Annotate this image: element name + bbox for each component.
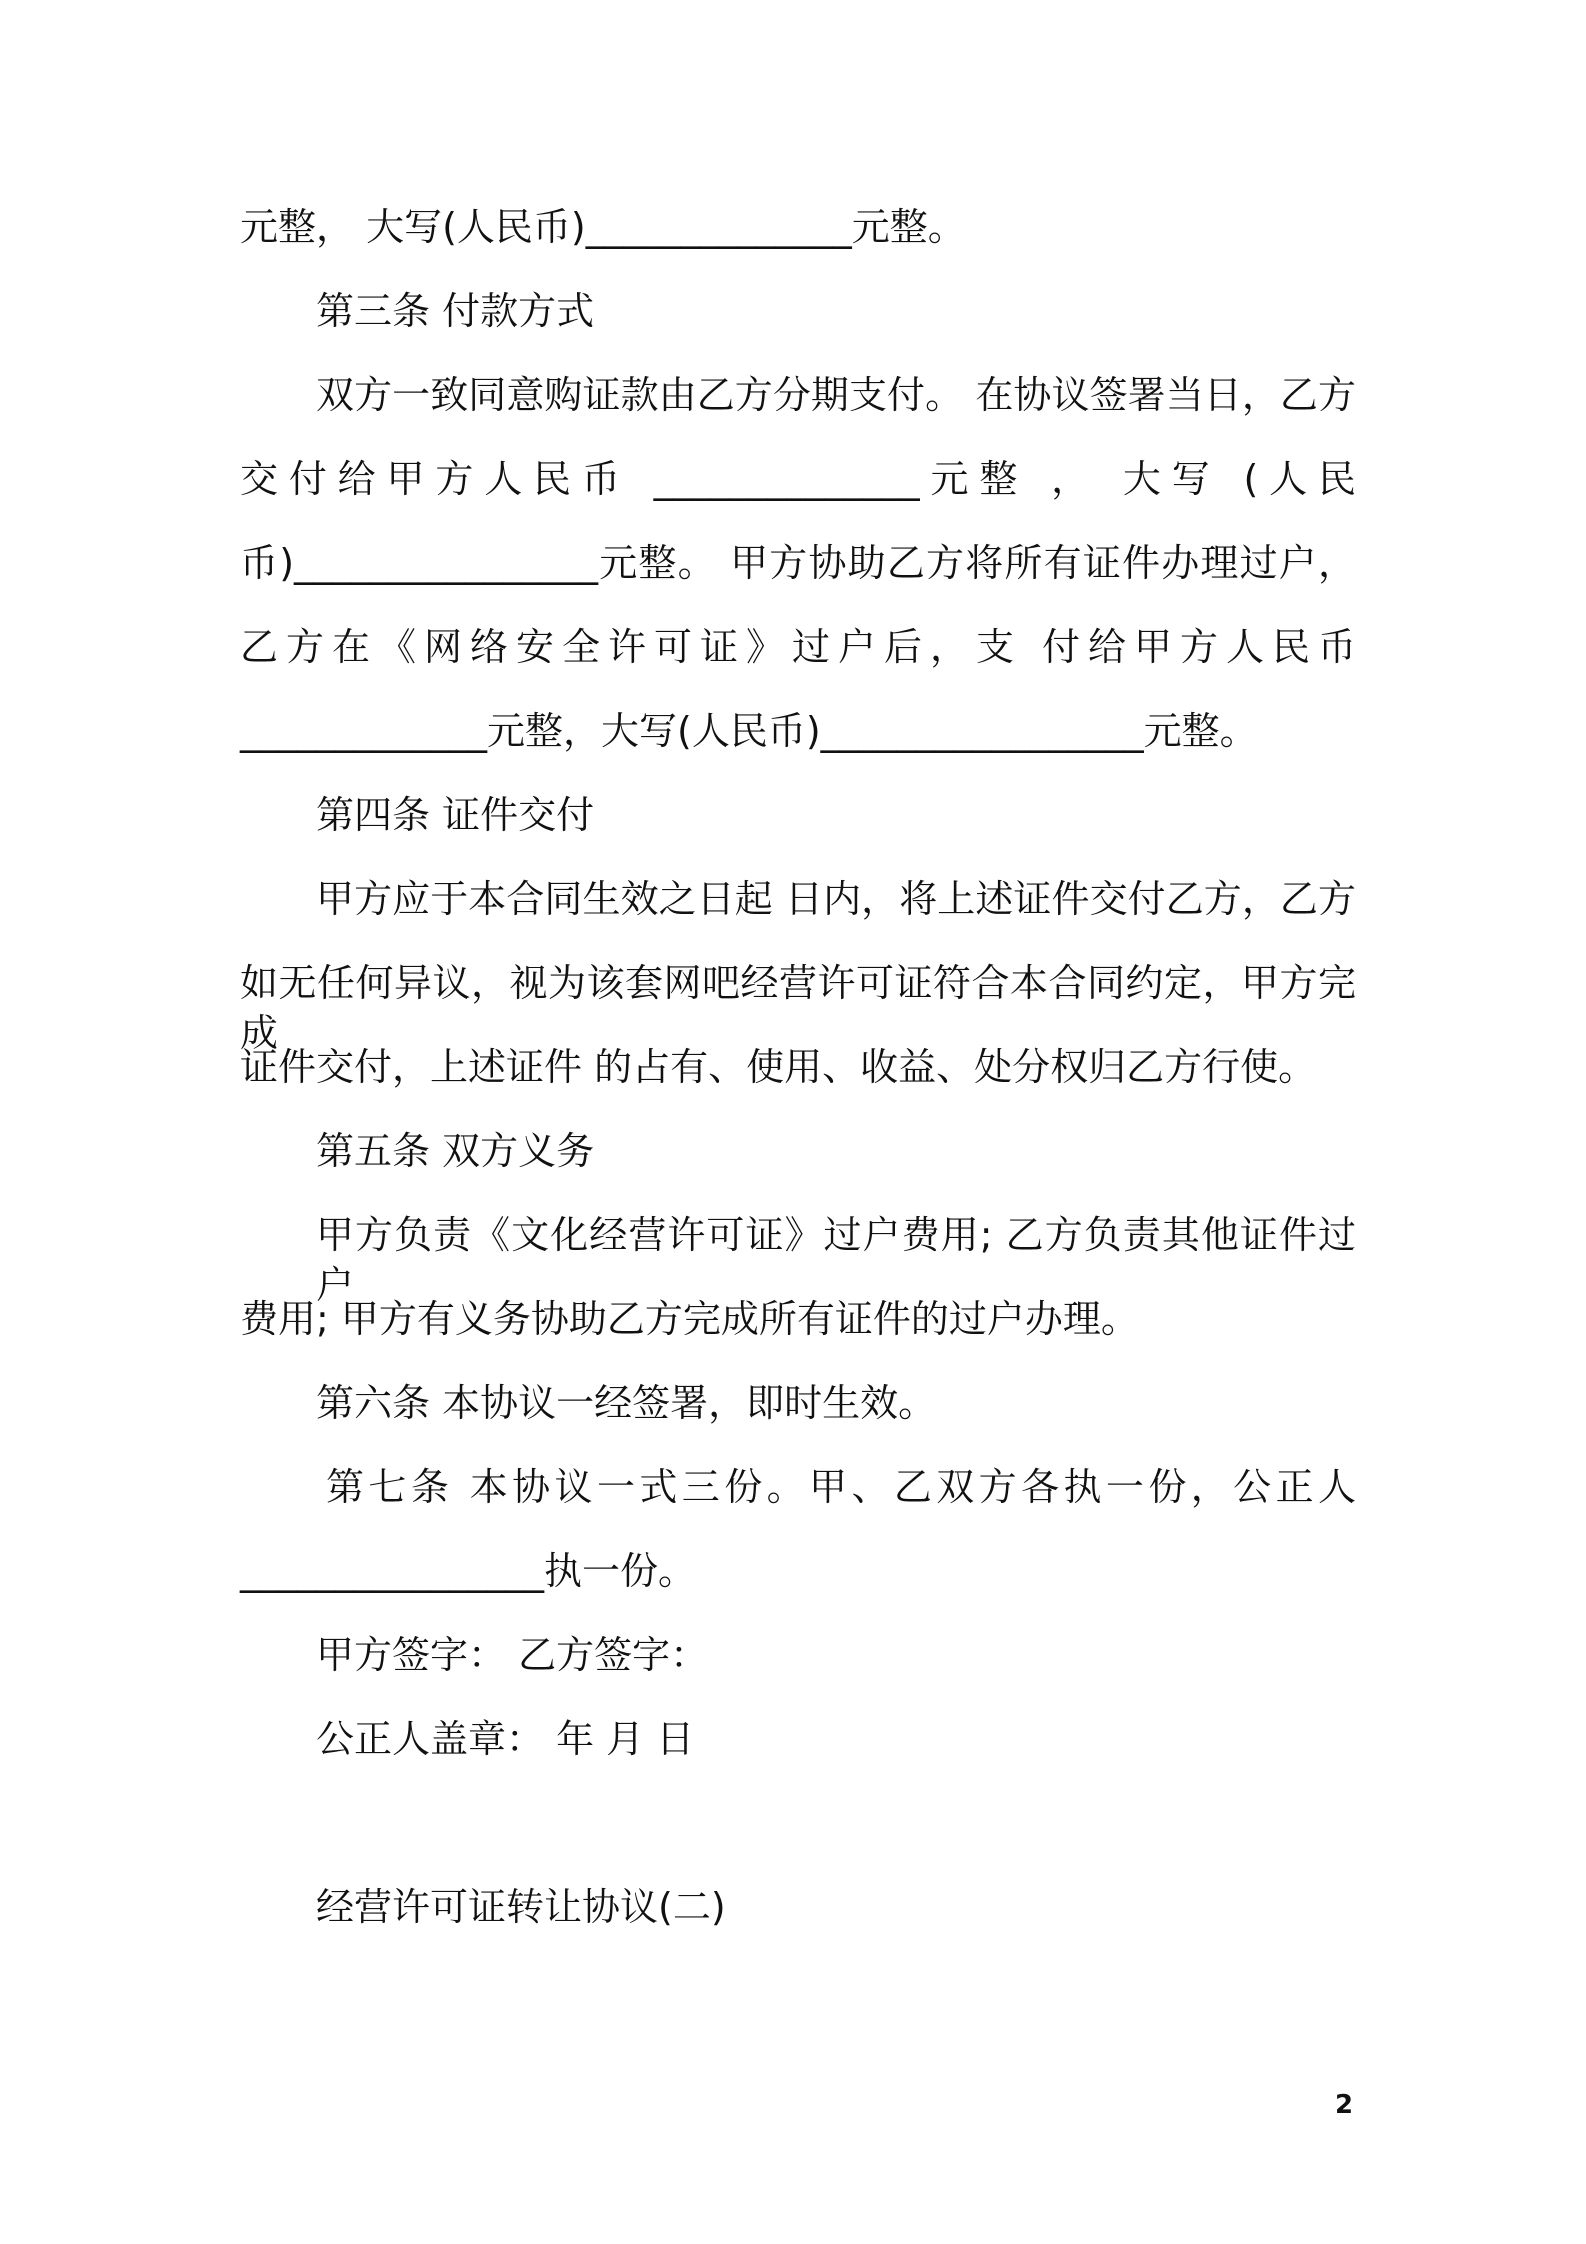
section-heading: 第五条 双方义务 bbox=[316, 1129, 595, 1173]
text-line: 证件交付，上述证件 的占有、使用、收益、处分权归乙方行使。 bbox=[240, 1045, 1317, 1089]
text-line: 元整， 大写(人民币)______________元整。 bbox=[240, 205, 966, 249]
page-number: 2 bbox=[1335, 2090, 1354, 2120]
document-title: 经营许可证转让协议(二) bbox=[316, 1885, 726, 1929]
text-line: 甲方应于本合同生效之日起 日内，将上述证件交付乙方，乙方 bbox=[316, 877, 1356, 921]
text-line: 乙方在《网络安全许可证》过户后，支 付给甲方人民币 bbox=[240, 625, 1356, 669]
text-line: 第六条 本协议一经签署，即时生效。 bbox=[316, 1381, 937, 1425]
text-line: 双方一致同意购证款由乙方分期支付。 在协议签署当日，乙方 bbox=[316, 373, 1356, 417]
text-line: 币)________________元整。 甲方协助乙方将所有证件办理过户， bbox=[240, 541, 1356, 585]
text-line: 费用; 甲方有义务协助乙方完成所有证件的过户办理。 bbox=[240, 1297, 1139, 1341]
text-line: 如无任何异议，视为该套网吧经营许可证符合本合同约定，甲方完成 bbox=[240, 961, 1356, 1055]
text-line: ________________执一份。 bbox=[240, 1549, 697, 1593]
signature-line: 甲方签字： 乙方签字： bbox=[316, 1633, 709, 1677]
text-line: 甲方负责《文化经营许可证》过户费用; 乙方负责其他证件过户 bbox=[316, 1213, 1356, 1307]
text-line: _____________元整，大写(人民币)_________________元整。 bbox=[240, 709, 1258, 753]
text-line: 交付给甲方人民币 ______________元整 ， 大写 (人民 bbox=[240, 457, 1356, 501]
section-heading: 第四条 证件交付 bbox=[316, 793, 595, 837]
text-line: 第七条 本协议一式三份。甲、乙双方各执一份，公正人 bbox=[326, 1465, 1356, 1509]
section-heading: 第三条 付款方式 bbox=[316, 289, 595, 333]
seal-date-line: 公正人盖章： 年 月 日 bbox=[316, 1717, 695, 1761]
